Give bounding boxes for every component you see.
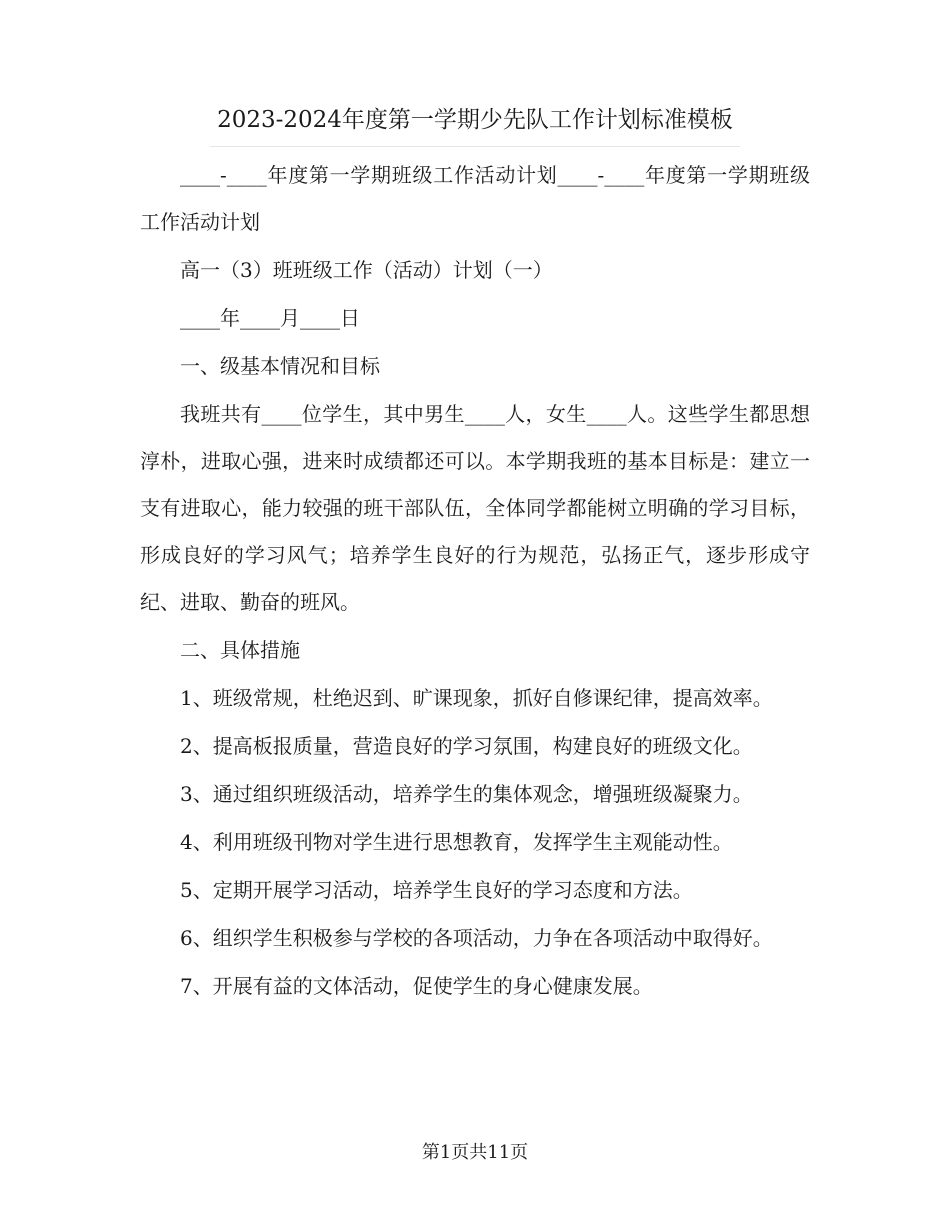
document-title: 2023-2024年度第一学期少先队工作计划标准模板	[217, 107, 733, 133]
measure-item-4: 4、利用班级刊物对学生进行思想教育，发挥学生主观能动性。	[180, 830, 733, 854]
paragraph-date-line: ____年____月____日	[180, 306, 360, 330]
measure-item-2: 2、提高板报质量，营造良好的学习氛围，构建良好的班级文化。	[180, 734, 753, 758]
paragraph-class-overview: 我班共有____位学生，其中男生____人，女生____人。这些学生都思想淳朴，进取心强，进来时成绩都还可以。本学期我班的基本目标是：建立一支有进取心，能力较强的班干部队伍，全体同学都能树立明确的学习目标，形成良好的学习风气；培养学生良好的行为规范，弘扬正气，逐步形成守纪、进取、勤奋的班风。	[140, 402, 810, 614]
section-heading-measures: 二、具体措施	[180, 638, 300, 662]
measure-item-3: 3、通过组织班级活动，培养学生的集体观念，增强班级凝聚力。	[180, 782, 753, 806]
page-number-footer: 第1页共11页	[421, 1142, 529, 1163]
measure-item-6: 6、组织学生积极参与学校的各项活动，力争在各项活动中取得好。	[180, 926, 773, 950]
paragraph-class-plan-title: 高一（3）班班级工作（活动）计划（一）	[180, 258, 553, 282]
measure-item-5: 5、定期开展学习活动，培养学生良好的学习态度和方法。	[180, 878, 693, 902]
paragraph-plan-heading: ____-____年度第一学期班级工作活动计划____-____年度第一学期班级工作活动计划	[140, 163, 810, 234]
title-divider	[210, 146, 740, 147]
measure-item-7: 7、开展有益的文体活动，促使学生的身心健康发展。	[180, 974, 653, 998]
document-body	[140, 152, 810, 1011]
measure-item-1: 1、班级常规，杜绝迟到、旷课现象，抓好自修课纪律，提高效率。	[180, 686, 773, 710]
section-heading-basic-situation: 一、级基本情况和目标	[180, 354, 380, 378]
